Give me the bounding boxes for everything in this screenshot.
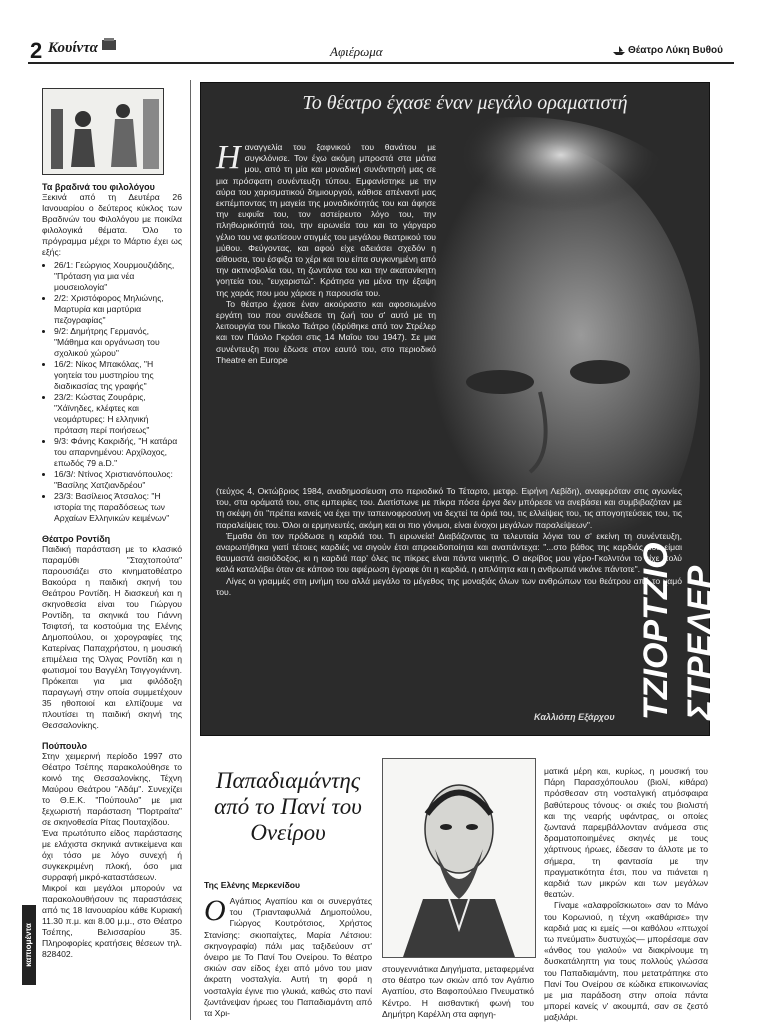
strehler-body-bottom xyxy=(216,486,682,598)
poupoulo-text-2: Ένα πρωτότυπο είδος παράστασης με ελάχιστα σκηνικά αντικείμενα και όχι τόσο με λόγο συνεχή ή συγκεκριμένη πλοκή, όσο μια συρραφή μικρό-καταστάσεων. xyxy=(42,828,182,882)
philologist-intro: Ξεκινά από τη Δευτέρα 26 Ιανουαρίου ο δεύτερος κύκλος των Βραδινών του Φιλολόγου με ποικίλα φιλολογικά θέματα. Όλο το πρόγραμμα μέχρι το Μάρτιο έχει ως εξής: xyxy=(42,192,182,257)
papadiamantis-body-right xyxy=(544,766,708,1024)
vertical-label-text: καπιομέντα xyxy=(24,923,33,967)
poupoulo-text-1: Στην χειμερινή περίοδο 1997 στο Θέατρο Τσέπης παρακολούθησε το κοινό της Θεσσαλονίκης, Τέχνη Μαύρου Θεάτρου "Αδάμ". Συνεχίζει το Θ.Ε.Κ. "Πούπουλο" με μια ξεχωριστή παράσταση "Πορτραίτα" σε σκηνοθεσία Ρίτας Πουταχίδου. xyxy=(42,751,182,827)
theatre-sketch-illustration xyxy=(42,88,164,175)
papadiamantis-portrait-sketch xyxy=(382,758,536,958)
papadiamantis-headline: Παπαδιαμάντης από το Πανί του Ονείρου xyxy=(214,768,362,845)
papadiamantis-paragraph-4: Γίναμε «αλαφροΐσκιωτοι» σαν το Μάνο του Κορωνιού, η τέχνη «καθάρισε» την καρδιά μας κι εμείς —οι καθόλου «πτωχοί τω πνεύματι» δυστυχώς— μπορέσαμε σαν «άνθος του γιαλού» να διακρίνουμε τη δυσκατάληπτη για τους πολλούς γλώσσα του Παπαδιαμάντη, που μετατράπηκε στο Πανί Του Ονείρου σε κώδικα επικοινωνίας με μια παράδοση στην οποία πάντα μπορεί κανείς ν' ακουμπά, σαν σε ζεστό μαξιλάρι. xyxy=(544,900,708,1023)
strehler-headline: Το θέατρο έχασε έναν μεγάλο οραματιστή xyxy=(302,92,628,114)
heading-poupoulo: Πούπουλο xyxy=(42,741,88,751)
book-icon xyxy=(100,36,118,52)
lecture-list xyxy=(42,260,182,524)
column-divider xyxy=(190,80,191,1020)
strehler-dropcap: Η xyxy=(216,139,241,176)
page-number: 2 xyxy=(30,38,43,63)
list-item: • 16/3/: Ντίνος Χριστιανόπουλος: "Βασίλης Χατζιανδρέου" xyxy=(54,469,182,491)
vertical-section-label xyxy=(22,905,36,985)
heading-philologist-evenings: Τα βραδινά του φιλολόγου xyxy=(42,182,155,192)
list-item: • 9/3: Φάνης Κακριδής, "Η κατάρα του απαρνημένου: Αρχίλοχος, επωδός 79 a.D." xyxy=(54,436,182,469)
list-item: • 26/1: Γεώργιος Χουρμουζιάδης, "Πρόταση για μια νέα μουσειολογία" xyxy=(54,260,182,293)
ship-icon xyxy=(612,46,626,56)
strehler-signature: Καλλιόπη Εξάρχου xyxy=(534,712,615,722)
papadiamantis-dropcap: Ο xyxy=(204,894,226,927)
list-item: • 23/2: Κώστας Ζουράρις, "Χάϊνηδες, κλέφτες και νεομάρτυρες: Η ελληνική πρόταση περί ποιήσεως" xyxy=(54,392,182,436)
papadiamantis-body-middle: στουγεννιάτικα Διηγήματα, μεταφερμένα στο θέατρο των σκιών από τον Αγάπιο Αγαπίου, στο Βαφοπούλειο Πνευματικό Κέντρο. Η αισθαντική φωνή του Δημήτρη Καρέλλη στα αφηγη- xyxy=(382,964,534,1019)
theatre-name: Θέατρο Λύκη Βυθού xyxy=(628,45,723,56)
heading-rontidis-theatre: Θέατρο Ροντίδη xyxy=(42,534,111,544)
papadiamantis-paragraph-3: ματικά μέρη και, κυρίως, η μουσική του Πάρη Παρασχόπουλου (βιολί, κιθάρα) πρόσθεσαν στη νοσταλγική ατμόσφαιρα βαθύτερους τόνους· οι σκιές του βιολιστή και της νεαρής υφάντρας, οι οποίες ζωντανά παρεμβάλλονταν ανάμεσα στις δραματοποιημένες σκηνές με τους χάρτινους ήρωες, έδεσαν το άλλοτε με το σήμερα, τη φαντασία με την πραγματικότητα έτσι, που να πιάνεται η καρδιά των μικρών και των μεγάλων θεατών. xyxy=(544,766,708,900)
papadiamantis-paragraph-1: Αγάπιος Αγαπίου και οι συνεργάτες του (Τριανταφυλλιά Δημοπούλου, Γιώργος Κουτρότσιος, Χρήστος Στανίσης: σκιοπαίχτες, Μαρία Λέτσιου: σκηνογραφία) πάλι μας ταξιδεύουν στ' όνειρο με Το Πανί Του Ονείρου. Το θέατρο σκιών σαν είδος έχει από μόνο του μιαν άκρατη νοσταλγία. Αυτή τη φορά η νοσταλγία έγινε πιο γλυκιά, καθώς στο πανί ζωντάνεψαν ήρωες του Παπαδιαμάντη από τα Χρι- xyxy=(204,896,372,1019)
brand-logo-text: Κουίντα xyxy=(48,40,98,56)
list-item: • 23/3: Βασίλειος Άτσαλος: "Η ιστορία της παραδόσεως των Αρχαίων Ελληνικών κειμένων" xyxy=(54,491,182,524)
strehler-paragraph-4: Έμαθα ότι τον πρόδωσε η καρδιά του. Τι ειρωνεία! Διαβάζοντας τα τελευταία λόγια του σ' εκείνη τη συνέντευξη, αναρωτήθηκα γιατί τέτοιες καρδιές να σιγούν έτσι απροειδοποίητα και αναπάντεχα: "...στο βάθος της καρδιάς μου είμαι θαυμαστά αισιόδοξος, κι η καρδιά παρ' όλες τις πίκρες είναι πάντα νικητής. Ο ακρίβος μου γέρο-Γκολντόνι το είχε πολύ καλά καταλάβει όταν σε κάποιο του αφιέρωση έγραφε ότι η καρδιά, η απλότητα και η ανθρωπιά νικάνε πάντοτε". xyxy=(216,530,682,575)
strehler-body-top xyxy=(216,139,436,366)
section-title: Αφιέρωμα xyxy=(330,44,383,59)
list-item: • 16/2: Νίκος Μπακόλας, "Η γοητεία του μυστηρίου της διαδικασίας της γραφής" xyxy=(54,359,182,392)
list-item: • 2/2: Χριστόφορος Μηλιώνης, Μαρτυρία και μαρτύρια πεζογραφίας" xyxy=(54,293,182,326)
strehler-paragraph-3: (τεύχος 4, Οκτώβριος 1984, αναδημοσίευση στο περιοδικό Το Τέταρτο, μετφρ. Ειρήνη Λεβίδη), αναφερόταν στις αγωνίες του, στα οράματά του, στις εμπειρίες του. Διατίστωνε με πίκρα πόσα έργα δεν μπόρεσε να ανεβάσει και συμβιβαζόταν με τη σκέψη ότι "πρέπει κανείς να έχει την ταπεινοφροσύνη να δεχτεί τα όριά του, τις ελλείψεις του, τις απογοητεύσεις του, τις παραλείψεις του. Όλοι οι ερμηνευτές, ακόμη και οι πιο γόνιμοι, είναι ένοχοι μεγάλων παραλείψεων". xyxy=(216,486,682,530)
rontidis-text: Παιδική παράσταση με το κλασικό παραμύθι "Σταχτοπούτα" παρουσιάζει στο κινηματοθέατρο Βακούρα η παιδική σκηνή του Θεάτρου Ροντίδη. Η διασκευή και η σκηνοθεσία είναι του Γιώργου Ροντίδη, τα σκηνικά του Γιάννη Τσιφτσή, τα κοστούμια της Ελένης Δημοπούλου, οι χορογραφίες της Κατερίνας Παπαχρήστου, η μουσική επιμέλεια της Όλγας Ροντίδη και η φωτισμοί του Βαγγέλη Τσιγγογιάννη. Πρόκειται για μια φιλόδοξη παραγωγή στην οποία συμμετέχουν 35 ηθοποιοί και ελπίζουμε να πλουτίσει τη παιδική σκηνή της Θεσσαλονίκης. xyxy=(42,544,182,730)
strehler-paragraph-2: Το θέατρο έχασε έναν ακούραστο και αφοσιωμένο εργάτη του που συνέδεσε τη ζωή του σ' αυτό με τη λειτουργία του Πίκολο Τεάτρο (ιδρύθηκε από τον Στρέλερ και τον Πάολο Γκράσι στις 14 Μαΐου του 1947). Σε μια συνέντευξη που έδωσε στον εαυτό του, στο περιοδικό Theatre en Europe xyxy=(216,298,436,365)
strehler-paragraph-5: Λίγες οι γραμμές στη μνήμη του αλλά μεγάλο το μέγεθος της μοναξιάς όλων των ανθρώπων του θεάτρου από το χαμό του. xyxy=(216,575,682,597)
poupoulo-text-3: Μικροί και μεγάλοι μπορούν να παρακολουθήσουν τις παραστάσεις από τις 18 Ιανουαρίου κάθε Κυριακή 11.30 π.μ. και 8.00 μ.μ., στο Θέατρο Τσέπης, Βελισσαρίου 35. Πληροφορίες κρατήσεις θέσεων τηλ. 828402. xyxy=(42,883,182,959)
left-column xyxy=(42,182,182,960)
papadiamantis-author: Της Ελένης Μερκενίδου xyxy=(204,880,301,890)
header-rule xyxy=(28,62,734,64)
strehler-name-text: ΤΖΙΟΡΤΖΙΟ ΣΤΡΕΛΕΡ xyxy=(637,542,719,720)
list-item: • 9/2: Δημήτρης Γερμανός, "Μάθημα και οργάνωση του σχολικού χώρου" xyxy=(54,326,182,359)
strehler-paragraph-1: αναγγελία του ξαφνικού του θανάτου με συγκλόνισε. Τον έχω ακόμη μπροστά στα μάτια μου, από τη μία και μοναδική συνάντησή μας σε μια πρόσφατη συνέντευξη τύπου. Εμφανίστηκε με την αύρα του χαρισματικού δημιουργού, κάθισε απέναντί μας εκπέμποντας τη μαγεία της μοναδικότητάς του και άφησε την ευφυΐα του, τον αστείρευτο λόγο του, την πληθωρικότητά του, την ειρωνεία του και το γάργαρο γέλιο του να φωτίσουν στιγμές του μεγάλου θεατρικού του μύθου. Φεύγοντας, και αφού είχε αδειάσει σχεδόν η αίθουσα, του έσφιξα το χέρι και του είπα συγκινημένη από την ακτινοβολία του, τη ζωντάνια του και την ακατανίκητη γοητεία του, "ευχαριστώ". Κράτησα για μένα την έξαψη της χαράς που μου χάρισε η παρουσία του. xyxy=(216,142,436,298)
papadiamantis-body-left xyxy=(204,896,372,1019)
strehler-vertical-name xyxy=(634,440,719,720)
